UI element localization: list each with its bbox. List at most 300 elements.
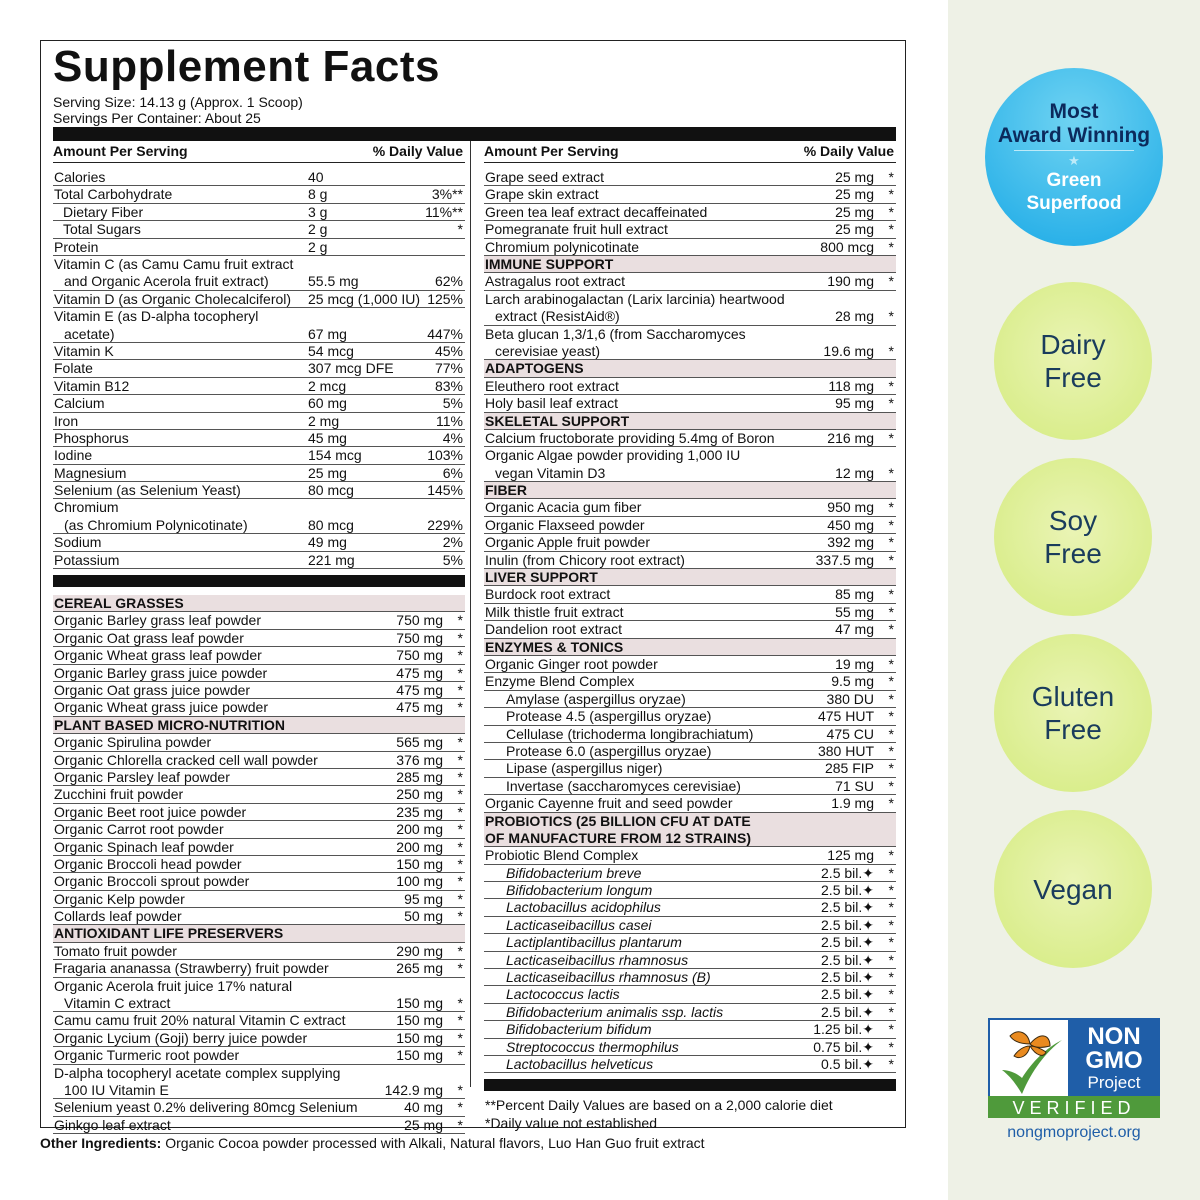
ingredient-row xyxy=(484,186,896,203)
ingredient-name xyxy=(54,534,101,551)
ingredient-name xyxy=(54,1065,340,1100)
ingredient-name xyxy=(485,656,658,673)
ingredient-daily-value: 5% xyxy=(442,395,463,412)
section-title: FIBER xyxy=(485,482,527,499)
ingredient-daily-value: * xyxy=(888,725,894,742)
ingredient-name-line1: Organic Lycium (Goji) berry juice powder xyxy=(54,1029,308,1046)
dairy-free-badge xyxy=(994,282,1152,440)
ingredient-name xyxy=(54,873,249,890)
section-title: IMMUNE SUPPORT xyxy=(485,255,614,272)
left-amount-header: Amount Per Serving xyxy=(53,143,188,159)
ingredient-name-line1: Milk thistle fruit extract xyxy=(485,603,624,620)
ingredient-name-line1: Calories xyxy=(54,169,106,185)
ingredient-row xyxy=(484,986,896,1003)
ingredient-name xyxy=(54,343,114,360)
ingredient-row xyxy=(53,221,465,238)
ingredient-name xyxy=(54,960,329,977)
ingredient-amount: 200 mg xyxy=(396,821,443,838)
ingredient-name xyxy=(485,604,623,621)
gluten-line2: Free xyxy=(1044,714,1102,745)
ingredient-daily-value: 2% xyxy=(442,534,463,551)
ingredient-amount: 2.5 bil.✦ xyxy=(821,934,874,951)
ingredient-name-line1: Inulin (from Chicory root extract) xyxy=(485,551,685,568)
ingredient-row xyxy=(53,204,465,221)
ingredient-daily-value: * xyxy=(888,760,894,777)
ingredient-name xyxy=(485,552,685,569)
ingredient-amount: 67 mg xyxy=(308,325,347,342)
ingredient-row xyxy=(53,552,465,569)
ingredient-name-line1: Organic Barley grass juice powder xyxy=(54,664,268,681)
ingredient-daily-value: * xyxy=(888,1003,894,1020)
ingredient-name-line1: Astragalus root extract xyxy=(485,273,626,290)
ingredient-row xyxy=(53,360,465,377)
ingredient-name-line1: Calcium xyxy=(54,395,105,412)
ingredient-name-line2: extract (ResistAid®) xyxy=(495,308,620,325)
ingredient-row xyxy=(53,699,465,716)
section-header xyxy=(484,413,896,430)
other-ingredients-text: Organic Cocoa powder processed with Alkali, Natural flavors, Luo Han Guo fruit extract xyxy=(161,1135,705,1151)
ingredient-amount: 40 mg xyxy=(404,1099,443,1116)
ingredient-row xyxy=(53,752,465,769)
ingredient-row xyxy=(53,291,465,308)
ingredient-name-line1: Grape seed extract xyxy=(485,169,605,185)
ingredient-amount: 1.25 bil.✦ xyxy=(813,1021,874,1038)
ingredient-row xyxy=(53,734,465,751)
ingredient-row xyxy=(484,499,896,516)
ingredient-name-line1: Streptococcus thermophilus xyxy=(506,1038,679,1055)
ingredient-name xyxy=(485,169,604,186)
column-divider xyxy=(470,141,471,1087)
ingredient-row xyxy=(484,865,896,882)
ingredient-name xyxy=(485,534,650,551)
ingredient-daily-value: * xyxy=(457,942,463,959)
ingredient-amount: 250 mg xyxy=(396,786,443,803)
ingredient-amount: 285 mg xyxy=(396,768,443,785)
ingredient-name xyxy=(485,447,740,482)
ingredient-name xyxy=(485,273,625,290)
ingredient-name-line1: Lactobacillus acidophilus xyxy=(506,899,661,916)
ingredient-daily-value: * xyxy=(888,916,894,933)
ingredient-row xyxy=(484,204,896,221)
other-ingredients-label: Other Ingredients: xyxy=(40,1135,162,1151)
section-header xyxy=(484,256,896,273)
ingredient-name xyxy=(506,917,652,934)
section-header xyxy=(484,639,896,656)
ingredient-amount: 28 mg xyxy=(835,308,874,325)
award-line3: Green xyxy=(1046,169,1102,191)
ingredient-daily-value: * xyxy=(457,612,463,629)
ingredient-amount: 100 mg xyxy=(396,873,443,890)
section-title: LIVER SUPPORT xyxy=(485,569,598,586)
ingredient-name-line1: Bifidobacterium animalis ssp. lactis xyxy=(506,1003,724,1020)
ingredient-name-line1: Organic Spirulina powder xyxy=(54,734,212,751)
right-column xyxy=(484,141,896,1132)
ingredient-name xyxy=(506,778,741,795)
ingredient-row xyxy=(484,934,896,951)
ingredient-name-line1: Iron xyxy=(54,412,79,429)
ingredient-row xyxy=(53,239,465,256)
ingredient-amount: 95 mg xyxy=(404,890,443,907)
ingredient-name xyxy=(485,326,746,361)
ingredient-amount: 1.9 mg xyxy=(831,795,874,812)
ingredient-name xyxy=(54,1030,307,1047)
ingredient-daily-value: * xyxy=(888,899,894,916)
ingredient-name xyxy=(54,482,241,499)
ingredient-row xyxy=(53,1065,465,1100)
ingredient-name xyxy=(54,360,93,377)
ingredient-daily-value: * xyxy=(888,534,894,551)
section-title: ADAPTOGENS xyxy=(485,360,584,377)
right-sections xyxy=(484,256,896,1073)
ingredient-name-line1: Eleuthero root extract xyxy=(485,377,619,394)
section-header xyxy=(53,595,465,612)
ingredient-name-line1: Lacticaseibacillus casei xyxy=(506,916,652,933)
ingredient-amount: 2.5 bil.✦ xyxy=(821,864,874,881)
ingredient-name xyxy=(485,795,732,812)
ingredient-name-line1: Phosphorus xyxy=(54,429,129,446)
ingredient-name xyxy=(485,847,638,864)
ingredient-name xyxy=(54,734,211,751)
footnote-not-established: *Daily value not established xyxy=(485,1114,657,1131)
ingredient-name xyxy=(506,934,682,951)
ingredient-name-line1: Collards leaf powder xyxy=(54,908,182,925)
ingredient-daily-value: * xyxy=(888,969,894,986)
ingredient-name-line1: Total Carbohydrate xyxy=(54,186,173,203)
ingredient-daily-value: 77% xyxy=(434,360,463,377)
ingredient-row xyxy=(53,978,465,1013)
ingredient-name-line1: Lacticaseibacillus rhamnosus (B) xyxy=(506,969,711,986)
ingredient-name-line1: Probiotic Blend Complex xyxy=(485,847,639,864)
ingredient-row xyxy=(53,630,465,647)
ingredient-daily-value: * xyxy=(888,951,894,968)
ingredient-name xyxy=(54,891,185,908)
ingredient-name xyxy=(54,256,293,291)
ingredient-daily-value: * xyxy=(888,742,894,759)
ingredient-row xyxy=(484,743,896,760)
ingredient-amount: 150 mg xyxy=(396,995,443,1012)
ingredient-row xyxy=(53,465,465,482)
ingredient-daily-value: 4% xyxy=(442,429,463,446)
ingredient-name-line1: Organic Barley grass leaf powder xyxy=(54,612,261,629)
ingredient-amount: 125 mg xyxy=(827,847,874,864)
ingredient-daily-value: * xyxy=(888,795,894,812)
servings-per-container: Servings Per Container: About 25 xyxy=(53,110,261,126)
ingredient-name-line1: Organic Broccoli sprout powder xyxy=(54,873,250,890)
ingredient-row xyxy=(53,891,465,908)
ingredient-daily-value: * xyxy=(888,673,894,690)
ingredient-row xyxy=(53,378,465,395)
ingredient-row xyxy=(53,395,465,412)
serving-size: Serving Size: 14.13 g (Approx. 1 Scoop) xyxy=(53,94,303,110)
ingredient-amount: 380 HUT xyxy=(817,742,874,759)
ingredient-name xyxy=(506,952,688,969)
ingredient-row xyxy=(484,708,896,725)
award-badge xyxy=(985,68,1163,246)
ingredient-name-line1: Enzyme Blend Complex xyxy=(485,673,635,690)
ingredient-amount: 80 mcg xyxy=(308,482,354,499)
section-title: PROBIOTICS (25 BILLION CFU AT DATE xyxy=(485,812,751,829)
ingredient-amount: 290 mg xyxy=(396,942,443,959)
ingredient-name xyxy=(63,221,141,238)
ingredient-amount: 2 mg xyxy=(308,412,340,429)
section-header xyxy=(53,925,465,942)
ingredient-name-line1: Organic Spinach leaf powder xyxy=(54,838,234,855)
ingredient-amount: 380 DU xyxy=(826,690,874,707)
ingredient-amount: 2 g xyxy=(308,238,328,255)
ingredient-daily-value: * xyxy=(457,768,463,785)
ingredient-row xyxy=(484,430,896,447)
ingredient-amount: 150 mg xyxy=(396,855,443,872)
ingredient-daily-value: 11%** xyxy=(425,203,463,220)
ingredient-name-line1: Bifidobacterium longum xyxy=(506,882,653,899)
ingredient-amount: 47 mg xyxy=(835,621,874,638)
nongmo-verified: VERIFIED xyxy=(1012,1098,1136,1118)
ingredient-daily-value: 125% xyxy=(427,290,463,307)
ingredient-daily-value: * xyxy=(888,1055,894,1072)
ingredient-daily-value: * xyxy=(888,986,894,1003)
ingredient-amount: 565 mg xyxy=(396,734,443,751)
ingredient-row xyxy=(484,726,896,743)
ingredient-row xyxy=(53,308,465,343)
right-top-items xyxy=(484,169,896,256)
ingredient-row xyxy=(484,1039,896,1056)
ingredient-name xyxy=(54,291,291,308)
ingredient-name xyxy=(54,552,119,569)
ingredient-daily-value: * xyxy=(888,690,894,707)
ingredient-name xyxy=(54,169,105,186)
ingredient-name xyxy=(54,1012,346,1029)
ingredient-daily-value: * xyxy=(888,342,894,359)
ingredient-name xyxy=(54,308,258,343)
ingredient-name xyxy=(485,621,622,638)
ingredient-name xyxy=(54,804,246,821)
ingredient-row xyxy=(484,326,896,361)
ingredient-daily-value: * xyxy=(888,499,894,516)
award-line2: Award Winning xyxy=(997,123,1151,147)
ingredient-daily-value: * xyxy=(888,777,894,794)
ingredient-amount: 150 mg xyxy=(396,1047,443,1064)
ingredient-daily-value: 145% xyxy=(427,482,463,499)
ingredient-name xyxy=(54,378,129,395)
ingredient-daily-value: * xyxy=(888,1021,894,1038)
ingredient-name xyxy=(54,1099,358,1116)
ingredient-amount: 25 mcg (1,000 IU) xyxy=(308,290,421,307)
ingredient-amount: 85 mg xyxy=(835,586,874,603)
ingredient-name xyxy=(506,760,662,777)
ingredient-daily-value: * xyxy=(888,308,894,325)
ingredient-name-line1: Ginkgo leaf extract xyxy=(54,1116,171,1133)
ingredient-amount: 307 mcg DFE xyxy=(308,360,394,377)
ingredient-name xyxy=(506,865,641,882)
ingredient-name xyxy=(54,612,261,629)
nongmo-line3: Project xyxy=(1087,1073,1141,1092)
ingredient-amount: 55.5 mg xyxy=(308,273,359,290)
nongmo-line1: NON xyxy=(1087,1023,1141,1050)
ingredient-name-line1: D-alpha tocopheryl acetate complex supplying xyxy=(54,1064,341,1081)
ingredient-daily-value: * xyxy=(457,995,463,1012)
ingredient-amount: 2.5 bil.✦ xyxy=(821,1003,874,1020)
ingredient-name-line1: Pomegranate fruit hull extract xyxy=(485,221,668,238)
vegan-badge xyxy=(994,810,1152,968)
ingredient-amount: 475 CU xyxy=(826,725,874,742)
ingredient-name xyxy=(54,1047,239,1064)
ingredient-name-line1: Organic Oat grass leaf powder xyxy=(54,629,244,646)
ingredient-row xyxy=(53,647,465,664)
ingredient-name-line1: Organic Oat grass juice powder xyxy=(54,681,251,698)
ingredient-name xyxy=(54,630,244,647)
ingredient-row xyxy=(484,899,896,916)
ingredient-amount: 3 g xyxy=(308,203,328,220)
ingredient-name-line1: Vitamin C (as Camu Camu fruit extract xyxy=(54,255,294,272)
ingredient-amount: 750 mg xyxy=(396,647,443,664)
ingredient-name-line1: Organic Chlorella cracked cell wall powder xyxy=(54,751,318,768)
ingredient-name xyxy=(506,691,686,708)
ingredient-amount: 9.5 mg xyxy=(831,673,874,690)
ingredient-name xyxy=(506,1056,653,1073)
ingredient-name-line1: Invertase (saccharomyces cerevisiae) xyxy=(506,777,741,794)
ingredient-daily-value: * xyxy=(457,821,463,838)
ingredient-daily-value: 3%** xyxy=(431,186,463,203)
ingredient-amount: 2.5 bil.✦ xyxy=(821,899,874,916)
ingredient-name xyxy=(506,899,661,916)
ingredient-name-line1: Iodine xyxy=(54,447,93,464)
ingredient-row xyxy=(484,621,896,638)
ingredient-name-line2: Vitamin C extract xyxy=(64,995,171,1012)
ingredient-amount: 95 mg xyxy=(835,395,874,412)
ingredient-daily-value: 447% xyxy=(427,325,463,342)
ingredient-daily-value: * xyxy=(457,647,463,664)
ingredient-daily-value: * xyxy=(457,734,463,751)
ingredient-name-line2: cerevisiae yeast) xyxy=(495,342,601,359)
ingredient-daily-value: * xyxy=(888,377,894,394)
ingredient-name xyxy=(485,517,645,534)
ingredient-row xyxy=(53,186,465,203)
ingredient-name-line1: Fragaria ananassa (Strawberry) fruit powder xyxy=(54,960,329,977)
ingredient-daily-value: * xyxy=(457,855,463,872)
ingredient-row xyxy=(484,778,896,795)
ingredient-daily-value: * xyxy=(888,169,894,185)
ingredient-amount: 0.5 bil.✦ xyxy=(821,1055,874,1072)
ingredient-name xyxy=(485,186,599,203)
ingredient-name-line1: Chromium polynicotinate xyxy=(485,238,640,255)
ingredient-row xyxy=(53,482,465,499)
ingredient-row xyxy=(484,447,896,482)
ingredient-amount: 800 mcg xyxy=(820,238,874,255)
right-divider-bar xyxy=(484,1079,896,1091)
ingredient-amount: 285 FIP xyxy=(824,760,874,777)
ingredient-amount: 49 mg xyxy=(308,534,347,551)
ingredient-daily-value: * xyxy=(888,395,894,412)
ingredient-name-line1: Folate xyxy=(54,360,93,377)
ingredient-daily-value: * xyxy=(888,238,894,255)
ingredient-name-line1: Bifidobacterium bifidum xyxy=(506,1021,652,1038)
ingredient-daily-value: * xyxy=(457,699,463,716)
ingredient-row xyxy=(484,586,896,603)
nongmo-white-panel xyxy=(990,1020,1068,1096)
ingredient-name-line1: Total Sugars xyxy=(63,221,141,238)
ingredient-name xyxy=(485,239,639,256)
ingredient-daily-value: * xyxy=(457,751,463,768)
ingredient-daily-value: * xyxy=(888,934,894,951)
ingredient-name xyxy=(506,743,711,760)
ingredient-daily-value: * xyxy=(457,838,463,855)
ingredient-name-line1: Green tea leaf extract decaffeinated xyxy=(485,203,708,220)
ingredient-row xyxy=(484,291,896,326)
ingredient-row xyxy=(484,1021,896,1038)
ingredient-amount: 2.5 bil.✦ xyxy=(821,882,874,899)
section-header xyxy=(484,813,896,848)
ingredient-name xyxy=(54,699,268,716)
ingredient-daily-value: * xyxy=(457,786,463,803)
ingredient-name-line1: Burdock root extract xyxy=(485,586,611,603)
ingredient-name-line1: Lactobacillus helveticus xyxy=(506,1055,654,1072)
ingredient-name-line1: Organic Apple fruit powder xyxy=(485,534,650,551)
ingredient-name xyxy=(54,239,98,256)
ingredient-row xyxy=(484,882,896,899)
ingredient-name-line1: Dandelion root extract xyxy=(485,621,622,638)
ingredient-daily-value: * xyxy=(888,203,894,220)
ingredient-name xyxy=(54,647,262,664)
ingredient-daily-value: * xyxy=(888,864,894,881)
ingredient-row xyxy=(53,804,465,821)
ingredient-daily-value: * xyxy=(888,847,894,864)
ingredient-amount: 0.75 bil.✦ xyxy=(813,1038,874,1055)
dairy-line1: Dairy xyxy=(1040,329,1106,360)
ingredient-daily-value: 5% xyxy=(442,551,463,568)
ingredient-row xyxy=(484,552,896,569)
ingredient-name-line1: Sodium xyxy=(54,534,102,551)
ingredient-row xyxy=(53,169,465,186)
ingredient-name xyxy=(54,978,292,1013)
ingredient-row xyxy=(484,795,896,812)
ingredient-name xyxy=(54,839,234,856)
ingredient-amount: 950 mg xyxy=(827,499,874,516)
ingredient-daily-value: * xyxy=(457,664,463,681)
ingredient-name-line2: (as Chromium Polynicotinate) xyxy=(64,516,248,533)
ingredient-daily-value: * xyxy=(457,1012,463,1029)
ingredient-row xyxy=(53,908,465,925)
award-line4: Superfood xyxy=(1026,192,1122,214)
section-header xyxy=(53,717,465,734)
ingredient-row xyxy=(484,169,896,186)
ingredient-name-line1: Larch arabinogalactan (Larix larcinia) heartwood xyxy=(485,290,785,307)
ingredient-daily-value: * xyxy=(888,1038,894,1055)
panel-title: Supplement Facts xyxy=(53,42,440,91)
ingredient-name-line1: Organic Acacia gum fiber xyxy=(485,499,642,516)
ingredient-row xyxy=(53,447,465,464)
ingredient-name-line1: Organic Wheat grass leaf powder xyxy=(54,647,262,664)
ingredient-amount: 25 mg xyxy=(835,186,874,203)
ingredient-daily-value: 45% xyxy=(434,342,463,359)
ingredient-daily-value: * xyxy=(457,908,463,925)
ingredient-daily-value: 229% xyxy=(427,516,463,533)
ingredient-name xyxy=(506,708,711,725)
ingredient-name xyxy=(506,882,652,899)
ingredient-amount: 235 mg xyxy=(396,803,443,820)
ingredient-name xyxy=(54,447,92,464)
ingredient-row xyxy=(484,239,896,256)
ingredient-row xyxy=(484,1004,896,1021)
ingredient-name-line1: Organic Turmeric root powder xyxy=(54,1047,240,1064)
ingredient-daily-value: * xyxy=(888,603,894,620)
award-line1: Most xyxy=(1049,99,1099,123)
ingredient-daily-value: * xyxy=(888,429,894,446)
section-title: CEREAL GRASSES xyxy=(54,595,184,612)
ingredient-name-line1: Selenium yeast 0.2% delivering 80mcg Selenium xyxy=(54,1099,358,1116)
ingredient-name-line1: Organic Parsley leaf powder xyxy=(54,768,230,785)
ingredient-amount: 2 g xyxy=(308,221,328,238)
ingredient-daily-value: * xyxy=(457,1081,463,1098)
